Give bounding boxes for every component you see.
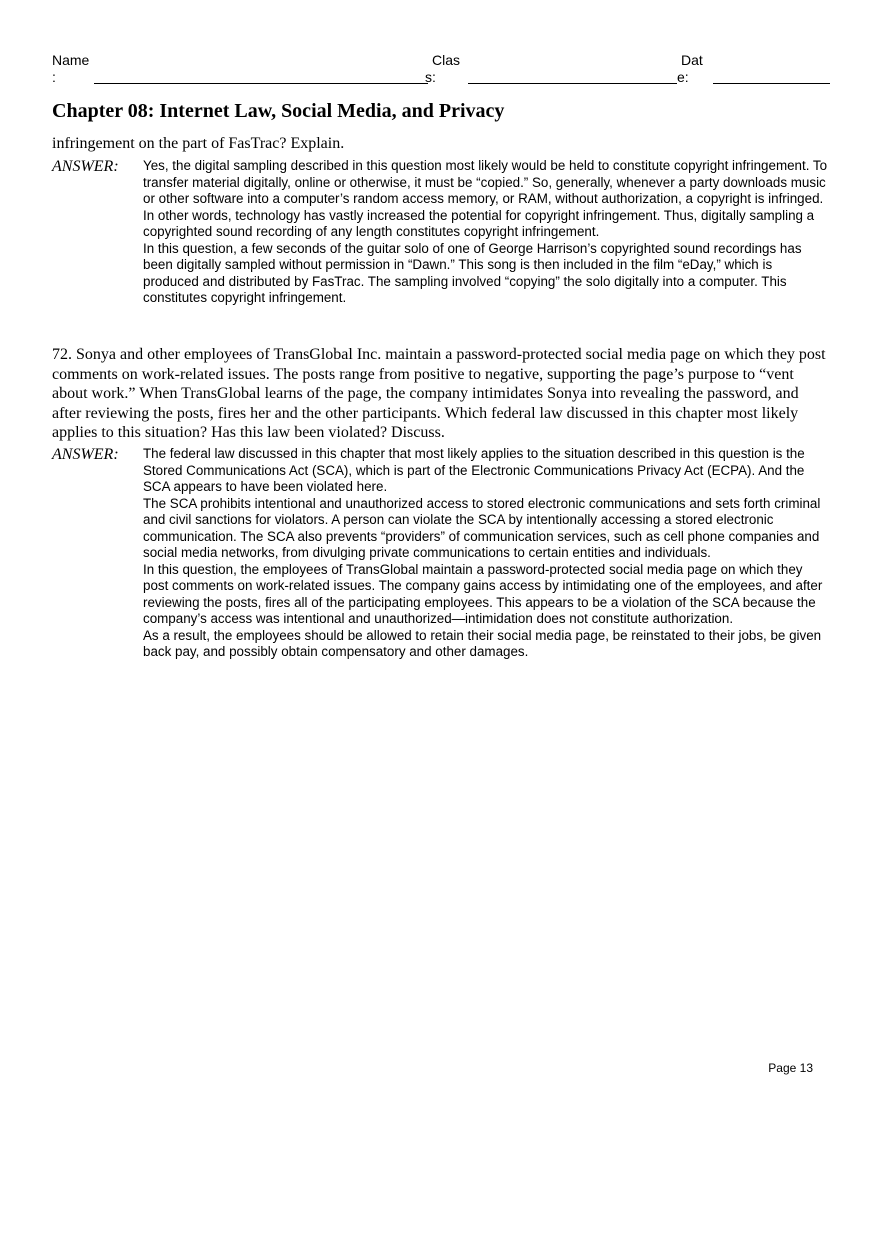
class-label-top: Clas — [432, 52, 461, 68]
answer-71 — [52, 158, 830, 307]
page-number: Page 13 — [768, 1061, 813, 1075]
class-label-bottom: s: — [425, 69, 436, 85]
date-label-bottom: e: — [677, 69, 689, 85]
answer-72-paragraph-3: In this question, the employees of TransGlobal maintain a password-protected social media page on which they post comments on work-related issues. The company gains access by intimidating one of the employees, and after reviewing the posts, fires all of the participating employees. This appears to be a violation of the SCA because the company’s access was intentional and unauthorized—intimidation does not constitute authorization. — [143, 561, 823, 626]
answer-72-paragraph-2: The SCA prohibits intentional and unauthorized access to stored electronic communications and sets forth criminal and civil sanctions for violators. A person can violate the SCA by intentionally accessing a stored electronic communication. The SCA also prevents “providers” of communication services, such as cell phone companies and social media networks, from divulging private communications to certain entities and individuals. — [143, 495, 821, 560]
date-label-top: Dat — [681, 52, 703, 68]
answer-72-text — [143, 446, 830, 661]
answer-72 — [52, 446, 830, 661]
name-label-bottom: : — [52, 69, 56, 85]
answer-71-paragraph-1: Yes, the digital sampling described in this question most likely would be held to constitute copyright infringement. To transfer material digitally, online or otherwise, it must be “copied.” So, generally, whenever a party downloads music or other software into a computer’s random access memory, or RAM, without authorization, a copyright is infringed. In other words, technology has vastly increased the potential for copyright infringement. Thus, digitally sampling a copyrighted sound recording of any length constitutes copyright infringement. — [143, 158, 828, 239]
answer-72-paragraph-1: The federal law discussed in this chapter that most likely applies to the situation described in this question is the Stored Communications Act (SCA), which is part of the Electronic Communications Privacy Act (ECPA). And the SCA appears to have been violated here. — [143, 446, 805, 494]
name-class-date-header — [52, 52, 830, 86]
chapter-title: Chapter 08: Internet Law, Social Media, and Privacy — [52, 100, 505, 122]
name-field-line[interactable] — [94, 83, 428, 84]
answer-71-text — [143, 158, 830, 307]
name-label-top: Name — [52, 52, 90, 68]
answer-72-label: ANSWER: — [52, 446, 119, 463]
class-field-line[interactable] — [468, 83, 677, 84]
answer-72-paragraph-4: As a result, the employees should be allowed to retain their social media page, be reinstated to their jobs, be given back pay, and possibly obtain compensatory and other damages. — [143, 627, 822, 659]
question-72: 72. Sonya and other employees of TransGlobal Inc. maintain a password-protected social media page on which they post comments on work-related issues. The posts range from positive to negative, supporting the page’s purpose to “vent about work.” When TransGlobal learns of the page, the company intimidates Sonya into revealing the password, and after reviewing the posts, fires her and the other participants. Which federal law discussed in this chapter most likely applies to this situation? Has this law been violated? Discuss. — [52, 346, 826, 441]
answer-71-label: ANSWER: — [52, 158, 119, 175]
question-71-tail: infringement on the part of FasTrac? Explain. — [52, 135, 345, 152]
date-field-line[interactable] — [713, 83, 830, 84]
answer-71-paragraph-2: In this question, a few seconds of the guitar solo of one of George Harrison’s copyrighted sound recordings has been digitally sampled without permission in “Dawn.” This song is then included in the film “eDay,” which is produced and distributed by FasTrac. The sampling involved “copying” the solo digitally into a computer. This constitutes copyright infringement. — [143, 240, 802, 305]
